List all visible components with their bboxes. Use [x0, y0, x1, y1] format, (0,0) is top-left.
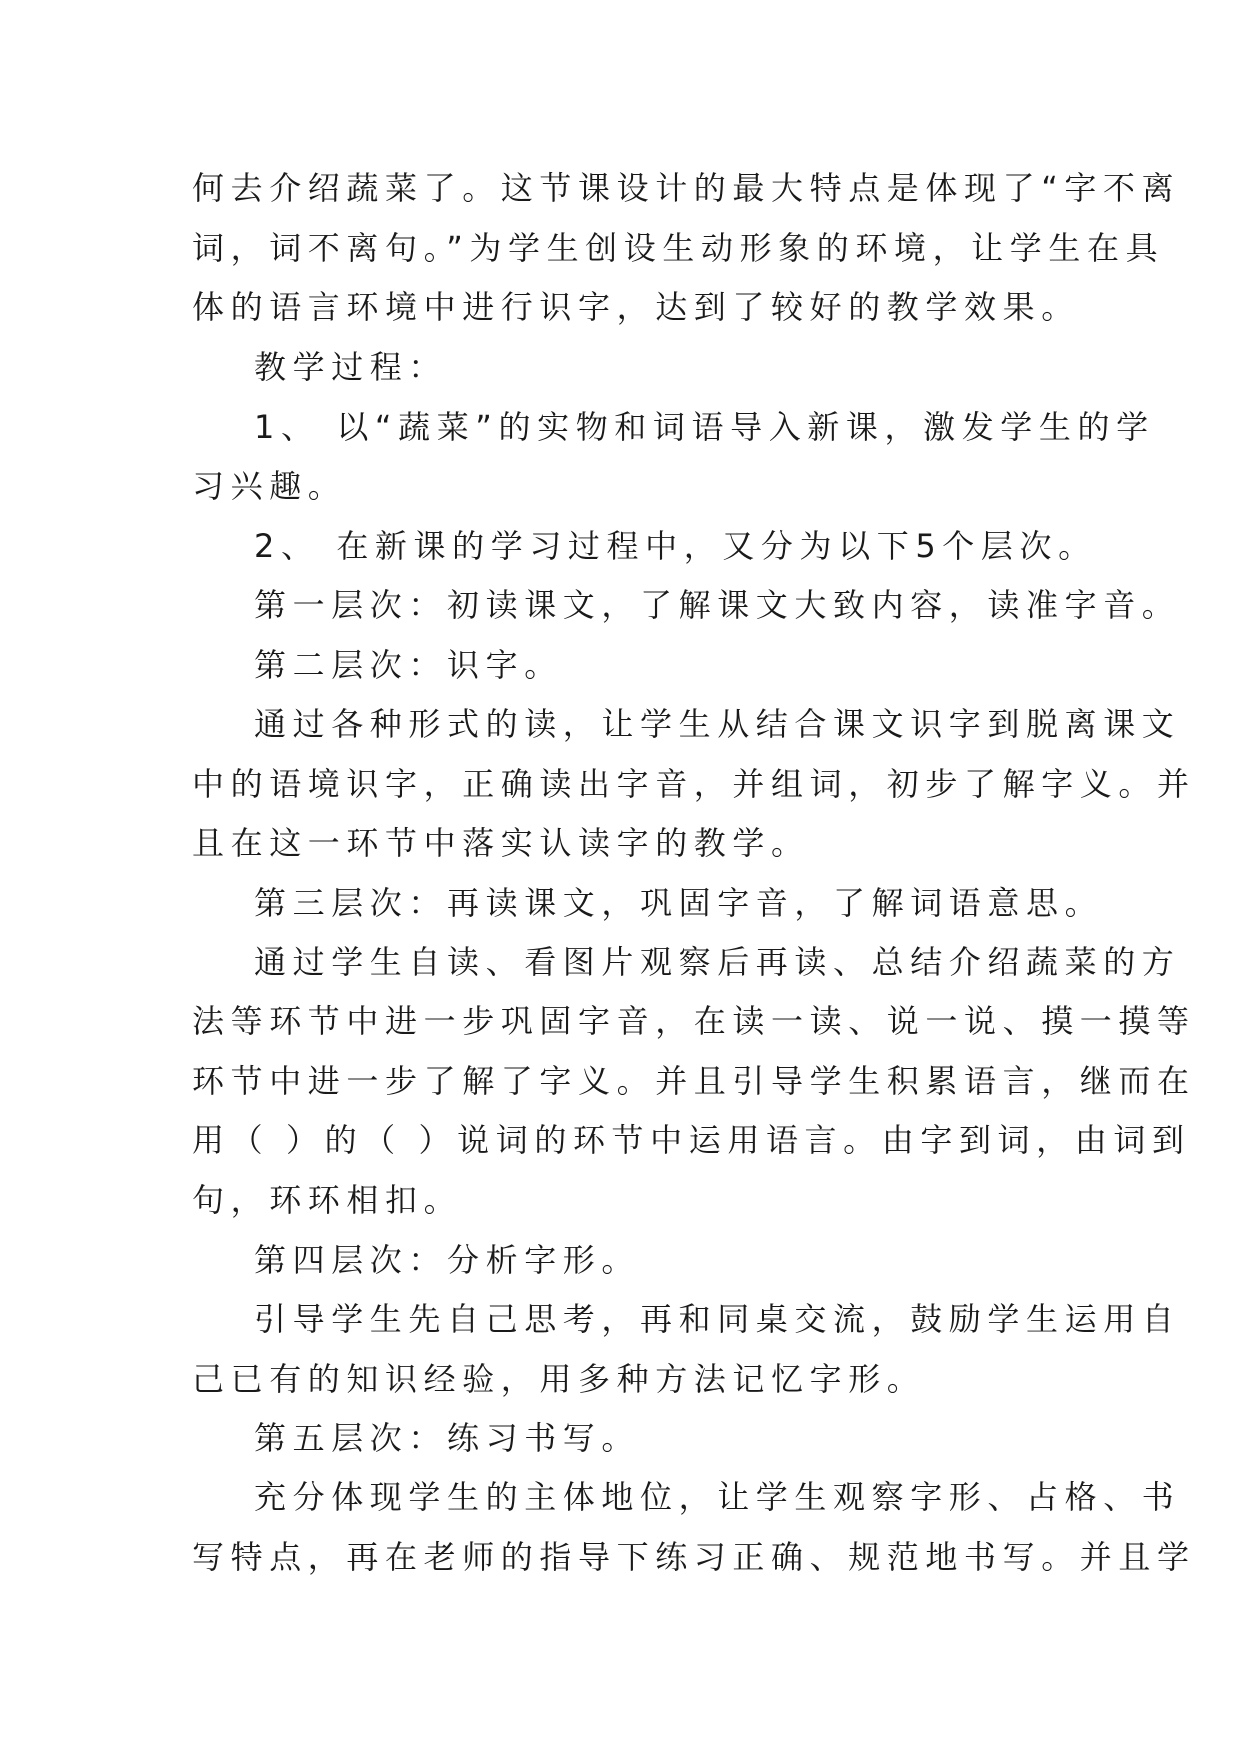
section-heading: 教学过程： [254, 348, 448, 386]
paragraph-line: 何去介绍蔬菜了。这节课设计的最大特点是体现了“字不离 [192, 169, 1181, 207]
paragraph-line: 体的语言环境中进行识字，达到了较好的教学效果。 [192, 288, 1080, 326]
paragraph-line: 通过学生自读、看图片观察后再读、总结介绍蔬菜的方 [254, 943, 1181, 981]
paragraph-line: 充分体现学生的主体地位，让学生观察字形、占格、书 [254, 1478, 1181, 1516]
level-heading: 第四层次：分析字形。 [254, 1241, 641, 1279]
paragraph-line: 词，词不离句。”为学生创设生动形象的环境，让学生在具 [192, 229, 1165, 267]
paragraph-line: 中的语境识字，正确读出字音，并组词，初步了解字义。并 [192, 765, 1196, 803]
list-item: 1、 以“蔬菜”的实物和词语导入新课，激发学生的学 [254, 408, 1155, 446]
paragraph-line: 己已有的知识经验，用多种方法记忆字形。 [192, 1360, 926, 1398]
level-heading: 第五层次：练习书写。 [254, 1419, 641, 1457]
paragraph-line: 且在这一环节中落实认读字的教学。 [192, 824, 810, 862]
paragraph-line: 通过各种形式的读，让学生从结合课文识字到脱离课文 [254, 705, 1181, 743]
list-item: 2、 在新课的学习过程中，又分为以下5个层次。 [254, 527, 1097, 565]
paragraph-line: 句，环环相扣。 [192, 1181, 463, 1219]
paragraph-line: 习兴趣。 [192, 467, 347, 505]
paragraph-line: 引导学生先自己思考，再和同桌交流，鼓励学生运用自 [254, 1300, 1181, 1338]
paragraph-line: 环节中进一步了解了字义。并且引导学生积累语言，继而在 [192, 1062, 1196, 1100]
paragraph-line: 写特点，再在老师的指导下练习正确、规范地书写。并且学 [192, 1538, 1196, 1576]
level-heading: 第二层次：识字。 [254, 646, 563, 684]
level-heading: 第三层次：再读课文，巩固字音，了解词语意思。 [254, 884, 1104, 922]
paragraph-line: 用（ ）的（ ）说词的环节中运用语言。由字到词，由词到 [192, 1121, 1191, 1159]
level-heading: 第一层次：初读课文，了解课文大致内容，读准字音。 [254, 586, 1181, 624]
paragraph-line: 法等环节中进一步巩固字音，在读一读、说一说、摸一摸等 [192, 1002, 1196, 1040]
